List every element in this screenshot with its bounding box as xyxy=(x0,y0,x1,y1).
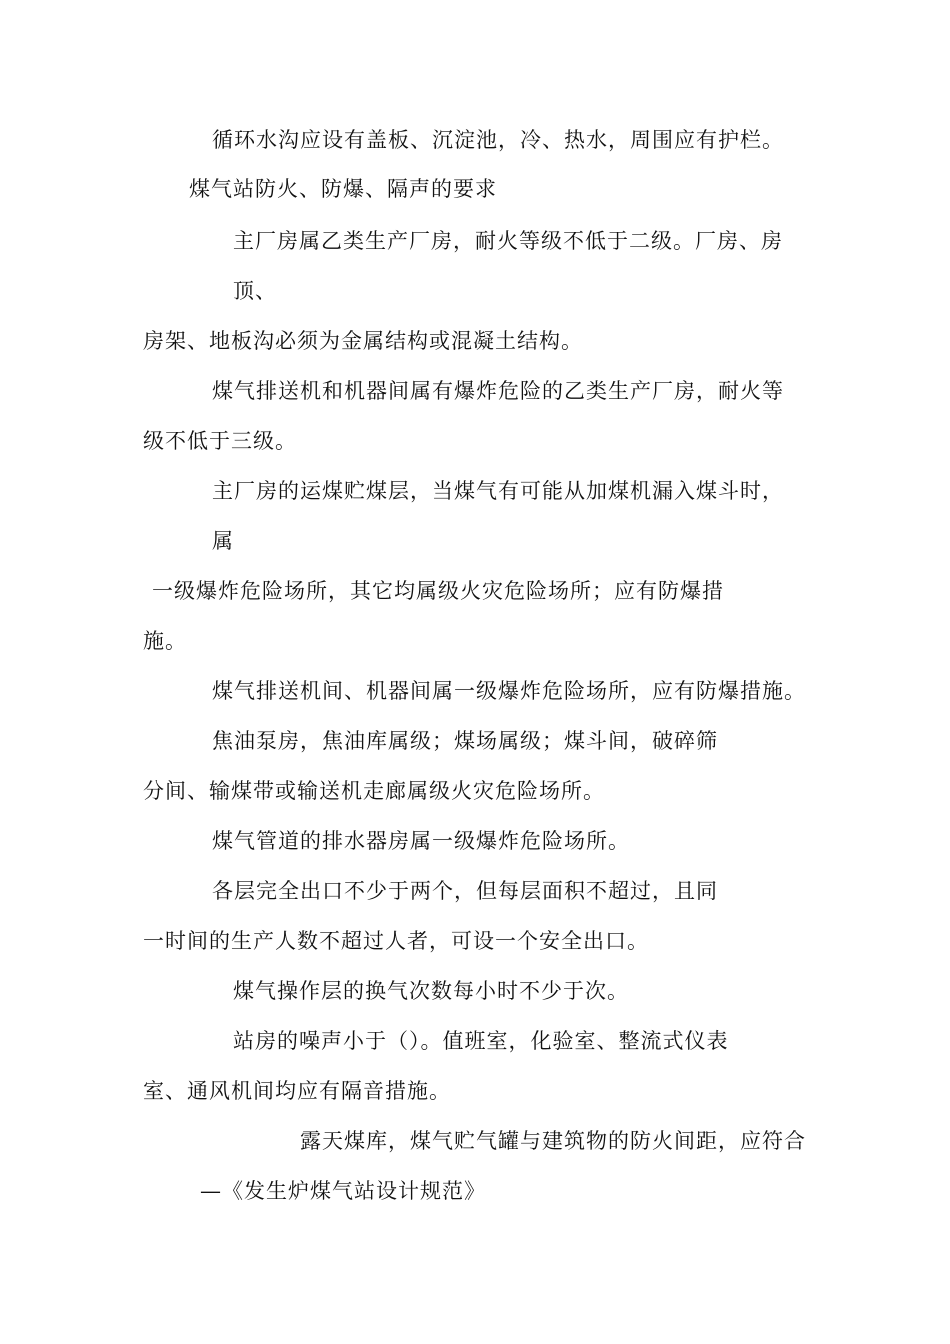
text-line-14: 分间、输煤带或输送机走廊属级火灾危险场所。 xyxy=(143,779,605,803)
text-line-17: 一时间的生产人数不超过人者，可设一个安全出口。 xyxy=(143,929,649,953)
text-line-8: 主厂房的运煤贮煤层，当煤气有可能从加煤机漏入煤斗时， xyxy=(212,479,784,503)
text-line-9: 属 xyxy=(212,529,234,553)
text-line-5: 房架、地板沟必须为金属结构或混凝土结构。 xyxy=(143,329,583,353)
text-line-12: 煤气排送机间、机器间属一级爆炸危险场所，应有防爆措施。 xyxy=(212,679,806,703)
reference-line: —《发生炉煤气站设计规范》 xyxy=(200,1179,486,1203)
text-line-19: 站房的噪声小于（）。值班室，化验室、整流式仪表 xyxy=(233,1029,729,1053)
text-line-7: 级不低于三级。 xyxy=(143,429,297,453)
text-line-18: 煤气操作层的换气次数每小时不少于次。 xyxy=(233,979,629,1003)
text-line-10: 一级爆炸危险场所，其它均属级火灾危险场所；应有防爆措 xyxy=(152,579,724,603)
text-line-21: 露天煤库，煤气贮气罐与建筑物的防火间距，应符合 xyxy=(300,1129,806,1153)
text-line-6: 煤气排送机和机器间属有爆炸危险的乙类生产厂房，耐火等 xyxy=(212,379,784,403)
text-line-13: 焦油泵房，焦油库属级；煤场属级；煤斗间，破碎筛 xyxy=(212,729,718,753)
text-line-4: 顶、 xyxy=(233,279,277,303)
text-line-11: 施。 xyxy=(143,629,187,653)
text-line-15: 煤气管道的排水器房属一级爆炸危险场所。 xyxy=(212,829,630,853)
text-line-3: 主厂房属乙类生产厂房，耐火等级不低于二级。厂房、房 xyxy=(233,229,783,253)
text-line-20: 室、通风机间均应有隔音措施。 xyxy=(143,1079,451,1103)
section-heading: 煤气站防火、防爆、隔声的要求 xyxy=(189,177,497,201)
text-line-16: 各层完全出口不少于两个，但每层面积不超过，且同 xyxy=(212,879,718,903)
text-line-1: 循环水沟应设有盖板、沉淀池，冷、热水，周围应有护栏。 xyxy=(212,128,784,152)
